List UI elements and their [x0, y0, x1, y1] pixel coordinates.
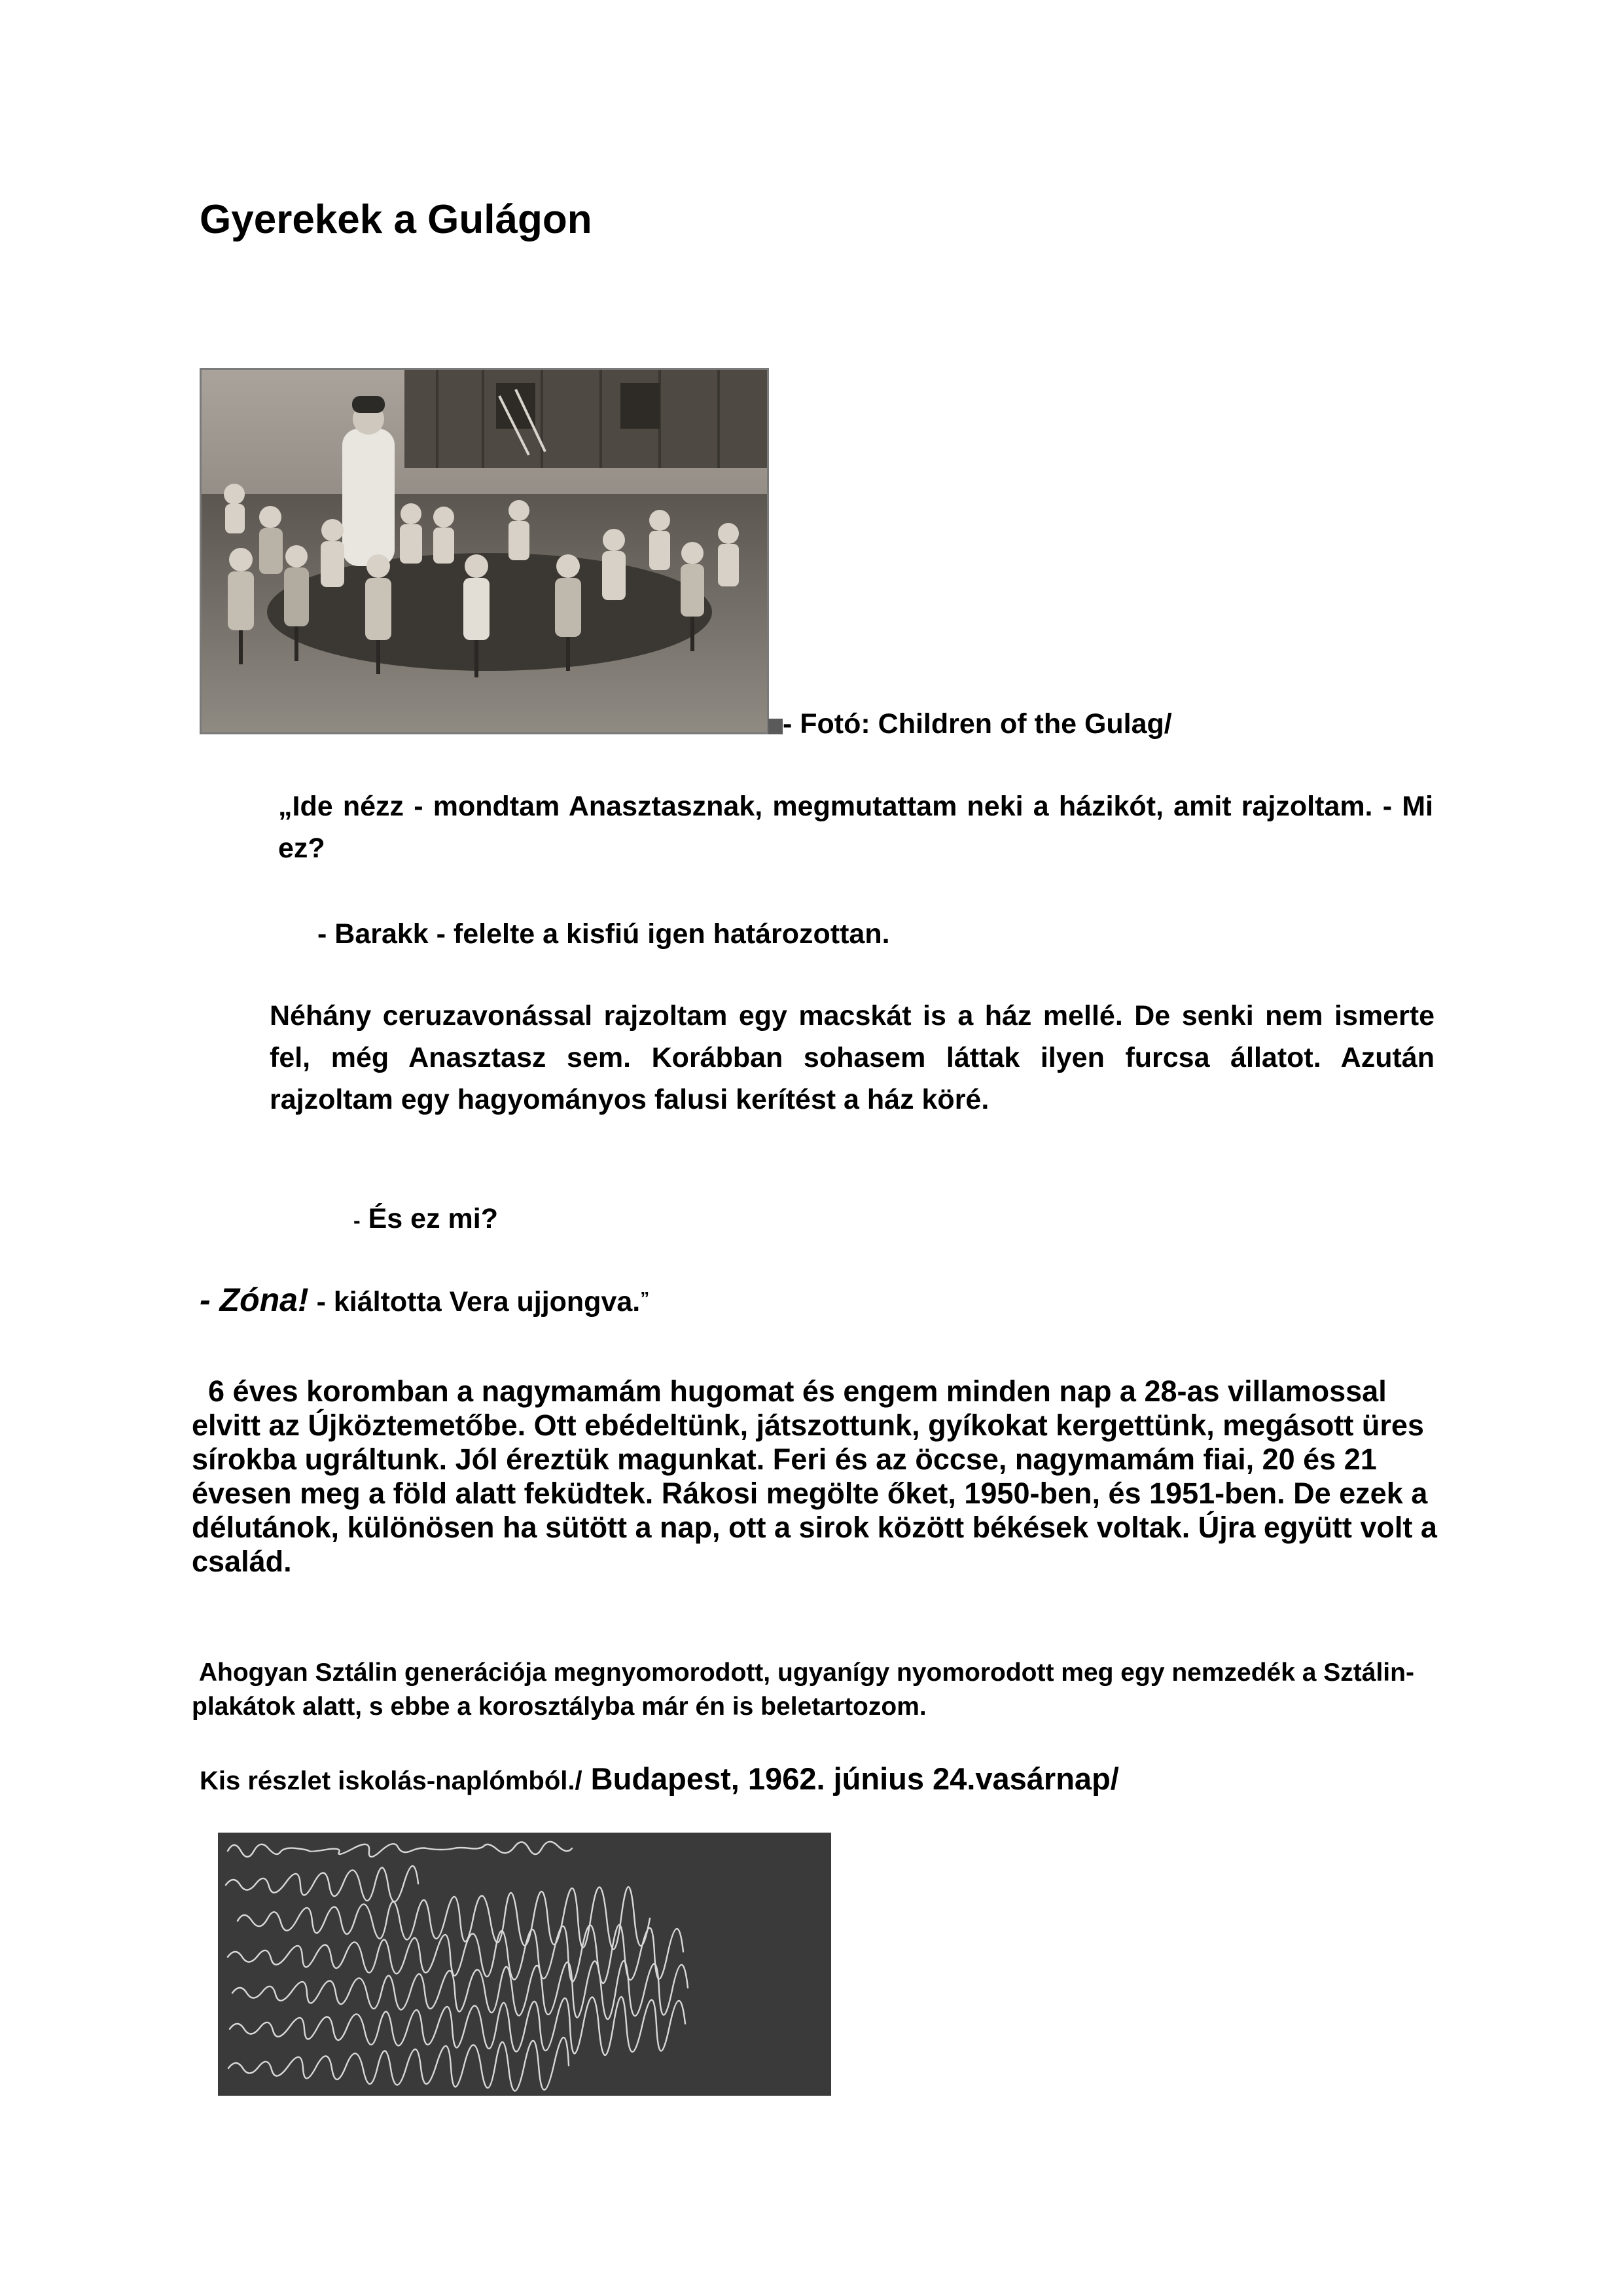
handwritten-diary-image	[218, 1833, 831, 2096]
photo-edge-marker	[768, 719, 783, 734]
photo-illustration	[202, 370, 767, 732]
document-title: Gyerekek a Gulágon	[200, 197, 592, 242]
source-date: Budapest, 1962. június 24.vasárnap/	[582, 1761, 1119, 1796]
photo-caption: - Fotó: Children of the Gulag/	[783, 708, 1172, 740]
quote-paragraph-1: „Ide nézz - mondtam Anasztasznak, megmutattam neki a házikót, amit rajzoltam. - Mi ez?	[278, 791, 1433, 864]
quote-paragraph-5	[200, 1278, 649, 1323]
quote-zona: - Zóna!	[200, 1282, 309, 1318]
handwriting-illustration	[218, 1833, 831, 2096]
memoir-paragraph	[192, 1374, 1445, 1579]
quote-paragraph-2: - Barakk - felelte a kisfiú igen határozottan.	[317, 918, 890, 950]
quote-paragraph-4	[353, 1198, 498, 1242]
quote-dash: -	[353, 1209, 361, 1232]
gulag-children-photo	[200, 368, 769, 734]
generation-text: Ahogyan Sztálin generációja megnyomorodott, ugyanígy nyomorodott meg egy nemzedék a Sztálin-plakátok alatt, s ebbe a korosztályba már én is beletartozom.	[192, 1659, 1414, 1721]
quote-close-mark: ”	[640, 1288, 650, 1308]
memoir-text: 6 éves koromban a nagymamám hugomat és engem minden nap a 28-as villamossal elvitt az Újköztemetőbe. Ott ebédeltünk, játszottunk, gyíkokat kergettünk, megásott üres sírokba ugráltunk. Jól éreztük magunkat. Feri és az öccse, nagymamám fiai, 20 és 21 évesen meg a föld alatt feküdtek. Rákosi megölte őket, 1950-ben, és 1951-ben. De ezek a délutánok, különösen ha sütött a nap, ott a sirok között békések voltak. Újra együtt volt a család.	[192, 1374, 1437, 1578]
source-line	[200, 1761, 1119, 1797]
quote-exclaim: - kiáltotta Vera ujjongva.	[308, 1286, 641, 1318]
quote-paragraph-3: Néhány ceruzavonással rajzoltam egy macskát is a ház mellé. De senki nem ismerte fel, még Anasztasz sem. Korábban sohasem láttak ilyen furcsa állatot. Azután rajzoltam egy hagyományos falusi kerítést a ház köré.	[270, 1000, 1435, 1115]
generation-paragraph	[192, 1656, 1435, 1724]
source-prefix: Kis részlet iskolás-naplómból./	[200, 1767, 582, 1795]
quote-question: És ez mi?	[368, 1203, 498, 1234]
